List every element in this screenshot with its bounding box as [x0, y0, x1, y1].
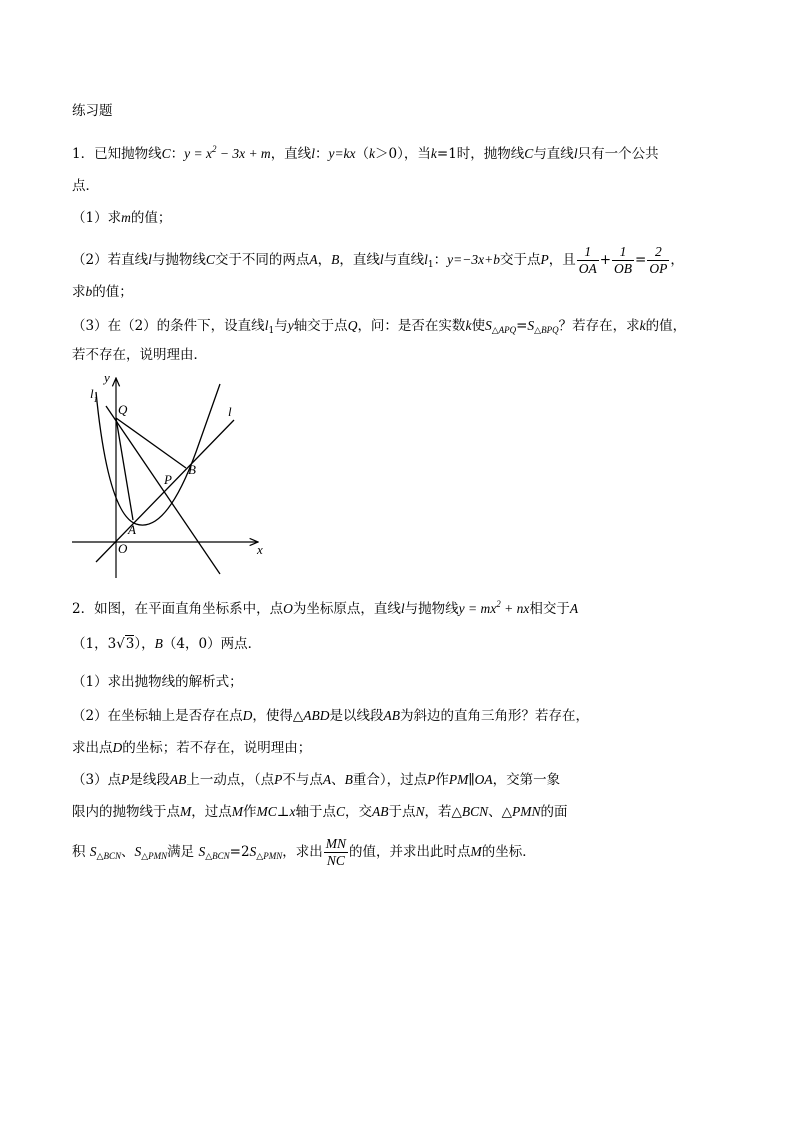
- problem-2-question-1: （1）求出抛物线的解析式；: [72, 674, 243, 690]
- label-q: Q: [118, 402, 128, 417]
- fraction-1-oa: $\frac{1}{OA}$: [578, 244, 597, 276]
- line-l: [96, 420, 234, 562]
- problem-1-question-2: （2）若直线l与抛物线C交于不同的两点A，B，直线l与直线$l_1$：y=−3x+b交于点P，且 $\frac{1}{OA}$ + $\frac{1}{OB}$ = $\frac{2}{OP}$ ，: [72, 244, 684, 276]
- problem-1-line-2: 点．: [72, 178, 99, 194]
- problem-1-figure: [68, 366, 278, 584]
- problem-2-question-3: （3）点P是线段AB上一动点，（点P不与点A、B重合），过点P作PM∥OA，交第一象: [72, 772, 561, 788]
- problem-1-question-3-cont: 若不存在，说明理由．: [72, 347, 207, 363]
- problem-2-question-2-cont: 求出点D的坐标；若不存在，说明理由；: [72, 740, 312, 756]
- label-x: x: [257, 542, 263, 557]
- label-b: B: [188, 462, 196, 477]
- page-heading: 练习题: [72, 103, 113, 119]
- label-y: y: [104, 370, 110, 385]
- segment-qb: [116, 418, 186, 468]
- label-l: l: [228, 404, 232, 419]
- label-p: P: [164, 472, 172, 487]
- parabola-curve: [96, 384, 220, 525]
- label-a: A: [128, 522, 136, 537]
- problem-1-question-2-cont: 求b的值；: [72, 284, 133, 300]
- fraction-mn-nc: $\frac{MN}{NC}$: [325, 836, 346, 868]
- fraction-2-op: $\frac{2}{OP}$: [649, 244, 668, 276]
- problem-1-question-3: （3）在（2）的条件下，设直线$l_1$与y轴交于点Q，问：是否在实数k使$S_{\triangle APQ}=S_{\triangle BPQ}$？若存在，求k的值，: [72, 318, 687, 336]
- label-o: O: [118, 541, 128, 556]
- problem-1-line-1: 1．已知抛物线C：$y = x^2 - 3x + m$，直线l：y=kx（k＞0），当k=1时，抛物线C与直线l只有一个公共: [72, 144, 659, 162]
- fraction-1-ob: $\frac{1}{OB}$: [614, 244, 633, 276]
- problem-2-question-2: （2）在坐标轴上是否存在点D，使得△ABD是以线段AB为斜边的直角三角形？若存在，: [72, 708, 589, 724]
- problem-2-question-3-line-3: 积 $S_{\triangle BCN}$、$S_{\triangle PMN}$满足 $S_{\triangle BCN}=2S_{\triangle PMN}$，求出 $\frac{MN}{NC}$ 的值，并求出此时点M的坐标．: [72, 836, 536, 868]
- label-l1: $l_1$: [90, 386, 98, 404]
- problem-2-question-3-line-2: 限内的抛物线于点M，过点M作MC⊥x轴于点C，交AB于点N，若△BCN、△PMN的面: [72, 804, 568, 820]
- problem-2-line-2: （1，3√3），B（4，0）两点．: [72, 636, 262, 652]
- problem-1-question-1: （1）求m的值；: [72, 210, 172, 226]
- problem-2-line-1: 2．如图，在平面直角坐标系中，点O为坐标原点，直线l与抛物线$y = mx^2$ + nx相交于A: [72, 599, 579, 617]
